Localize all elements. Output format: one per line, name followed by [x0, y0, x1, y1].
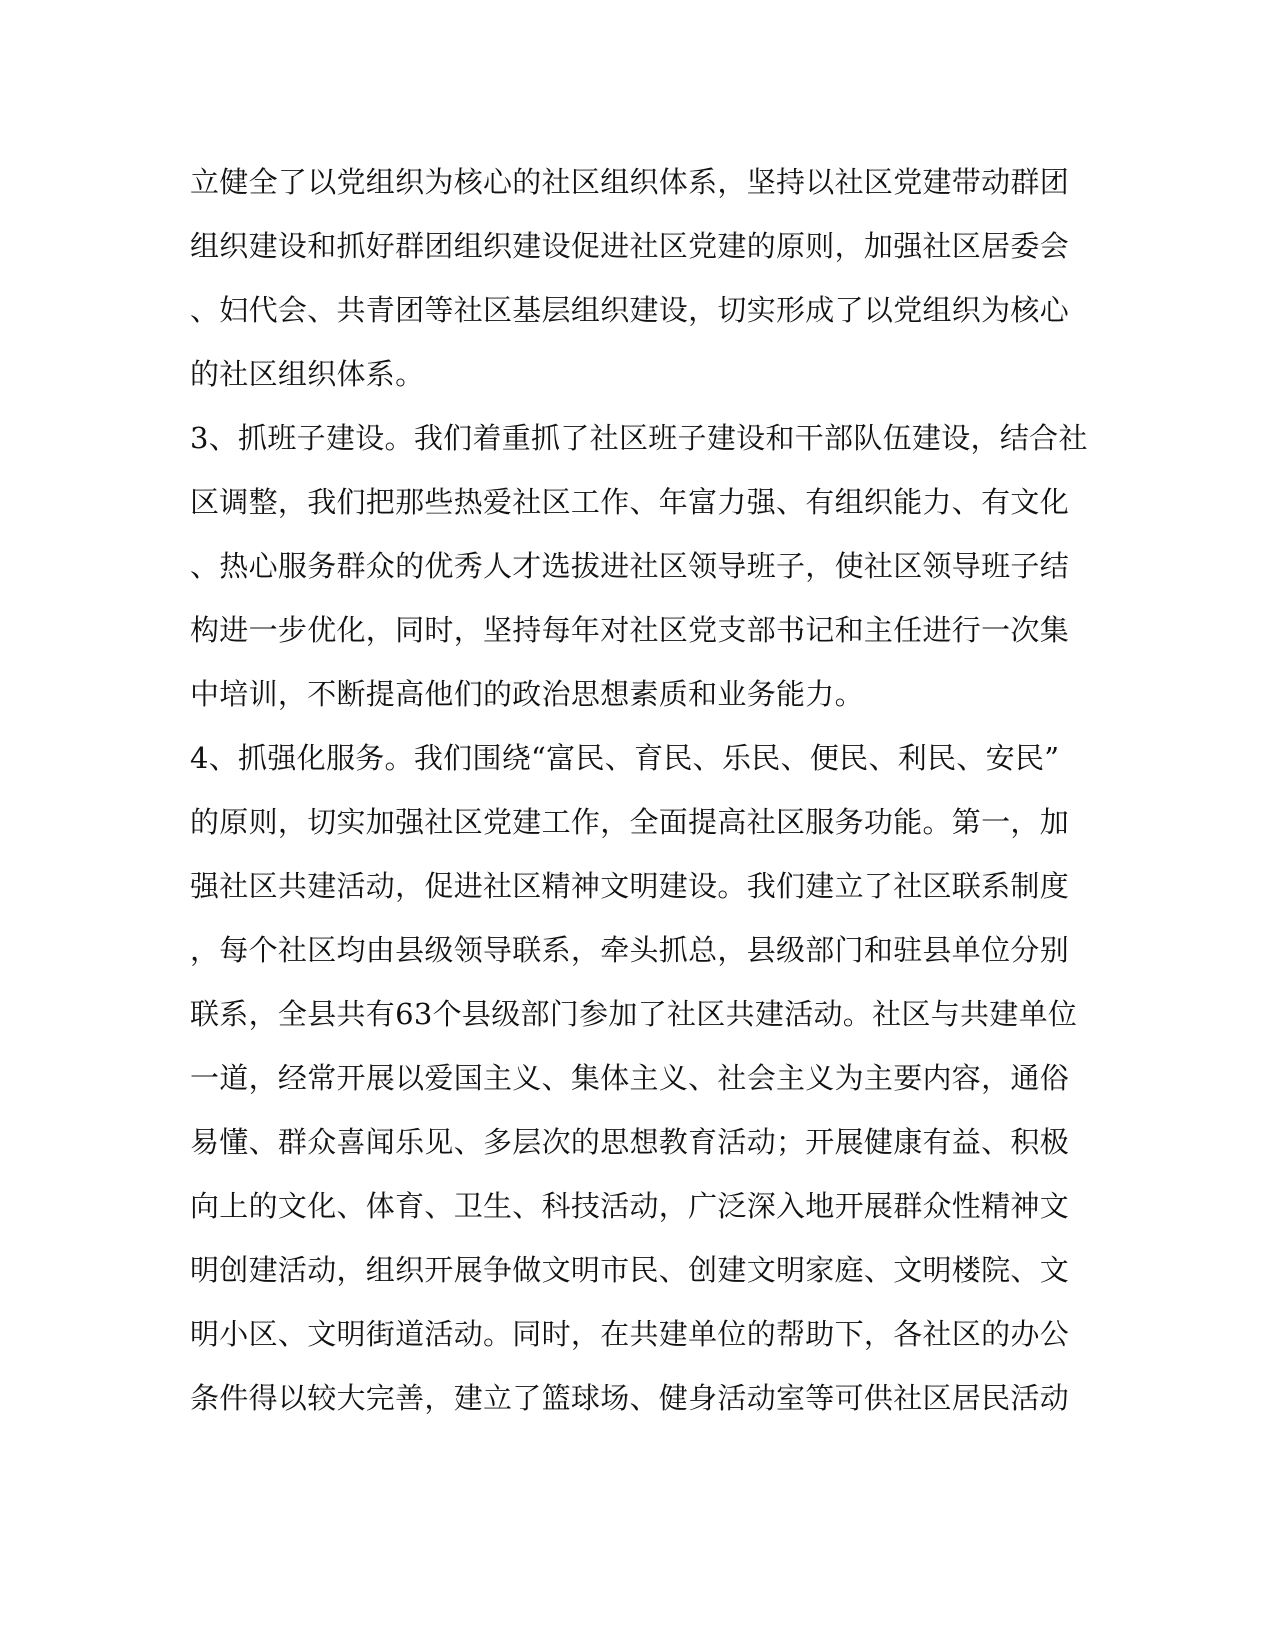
- text-line: 一道，经常开展以爱国主义、集体主义、社会主义为主要内容，通俗: [190, 1061, 1070, 1095]
- text-line: 3、抓班子建设。我们着重抓了社区班子建设和干部队伍建设，结合社: [190, 421, 1088, 455]
- body-text: [190, 150, 1090, 1430]
- text-line: ，每个社区均由县级领导联系，牵头抓总，县级部门和驻县单位分别: [190, 933, 1070, 967]
- text-line: 立健全了以党组织为核心的社区组织体系，坚持以社区党建带动群团: [190, 165, 1070, 199]
- text-line: 的社区组织体系。: [190, 357, 425, 391]
- text-line: 向上的文化、体育、卫生、科技活动，广泛深入地开展群众性精神文: [190, 1189, 1070, 1223]
- text-line: 构进一步优化，同时，坚持每年对社区党支部书记和主任进行一次集: [190, 613, 1070, 647]
- text-line: 联系，全县共有63个县级部门参加了社区共建活动。社区与共建单位: [190, 997, 1078, 1031]
- text-line: 强社区共建活动，促进社区精神文明建设。我们建立了社区联系制度: [190, 869, 1070, 903]
- text-line: 4、抓强化服务。我们围绕“富民、育民、乐民、便民、利民、安民”: [190, 741, 1060, 775]
- text-line: 组织建设和抓好群团组织建设促进社区党建的原则，加强社区居委会: [190, 229, 1070, 263]
- text-line: 明小区、文明街道活动。同时，在共建单位的帮助下，各社区的办公: [190, 1317, 1070, 1351]
- text-line: 明创建活动，组织开展争做文明市民、创建文明家庭、文明楼院、文: [190, 1253, 1070, 1287]
- text-line: 、妇代会、共青团等社区基层组织建设，切实形成了以党组织为核心: [190, 293, 1070, 327]
- text-line: 条件得以较大完善，建立了篮球场、健身活动室等可供社区居民活动: [190, 1381, 1070, 1415]
- text-line: 区调整，我们把那些热爱社区工作、年富力强、有组织能力、有文化: [190, 485, 1070, 519]
- text-line: 、热心服务群众的优秀人才选拔进社区领导班子，使社区领导班子结: [190, 549, 1070, 583]
- text-line: 中培训，不断提高他们的政治思想素质和业务能力。: [190, 677, 864, 711]
- text-line: 的原则，切实加强社区党建工作，全面提高社区服务功能。第一，加: [190, 805, 1070, 839]
- text-line: 易懂、群众喜闻乐见、多层次的思想教育活动；开展健康有益、积极: [190, 1125, 1070, 1159]
